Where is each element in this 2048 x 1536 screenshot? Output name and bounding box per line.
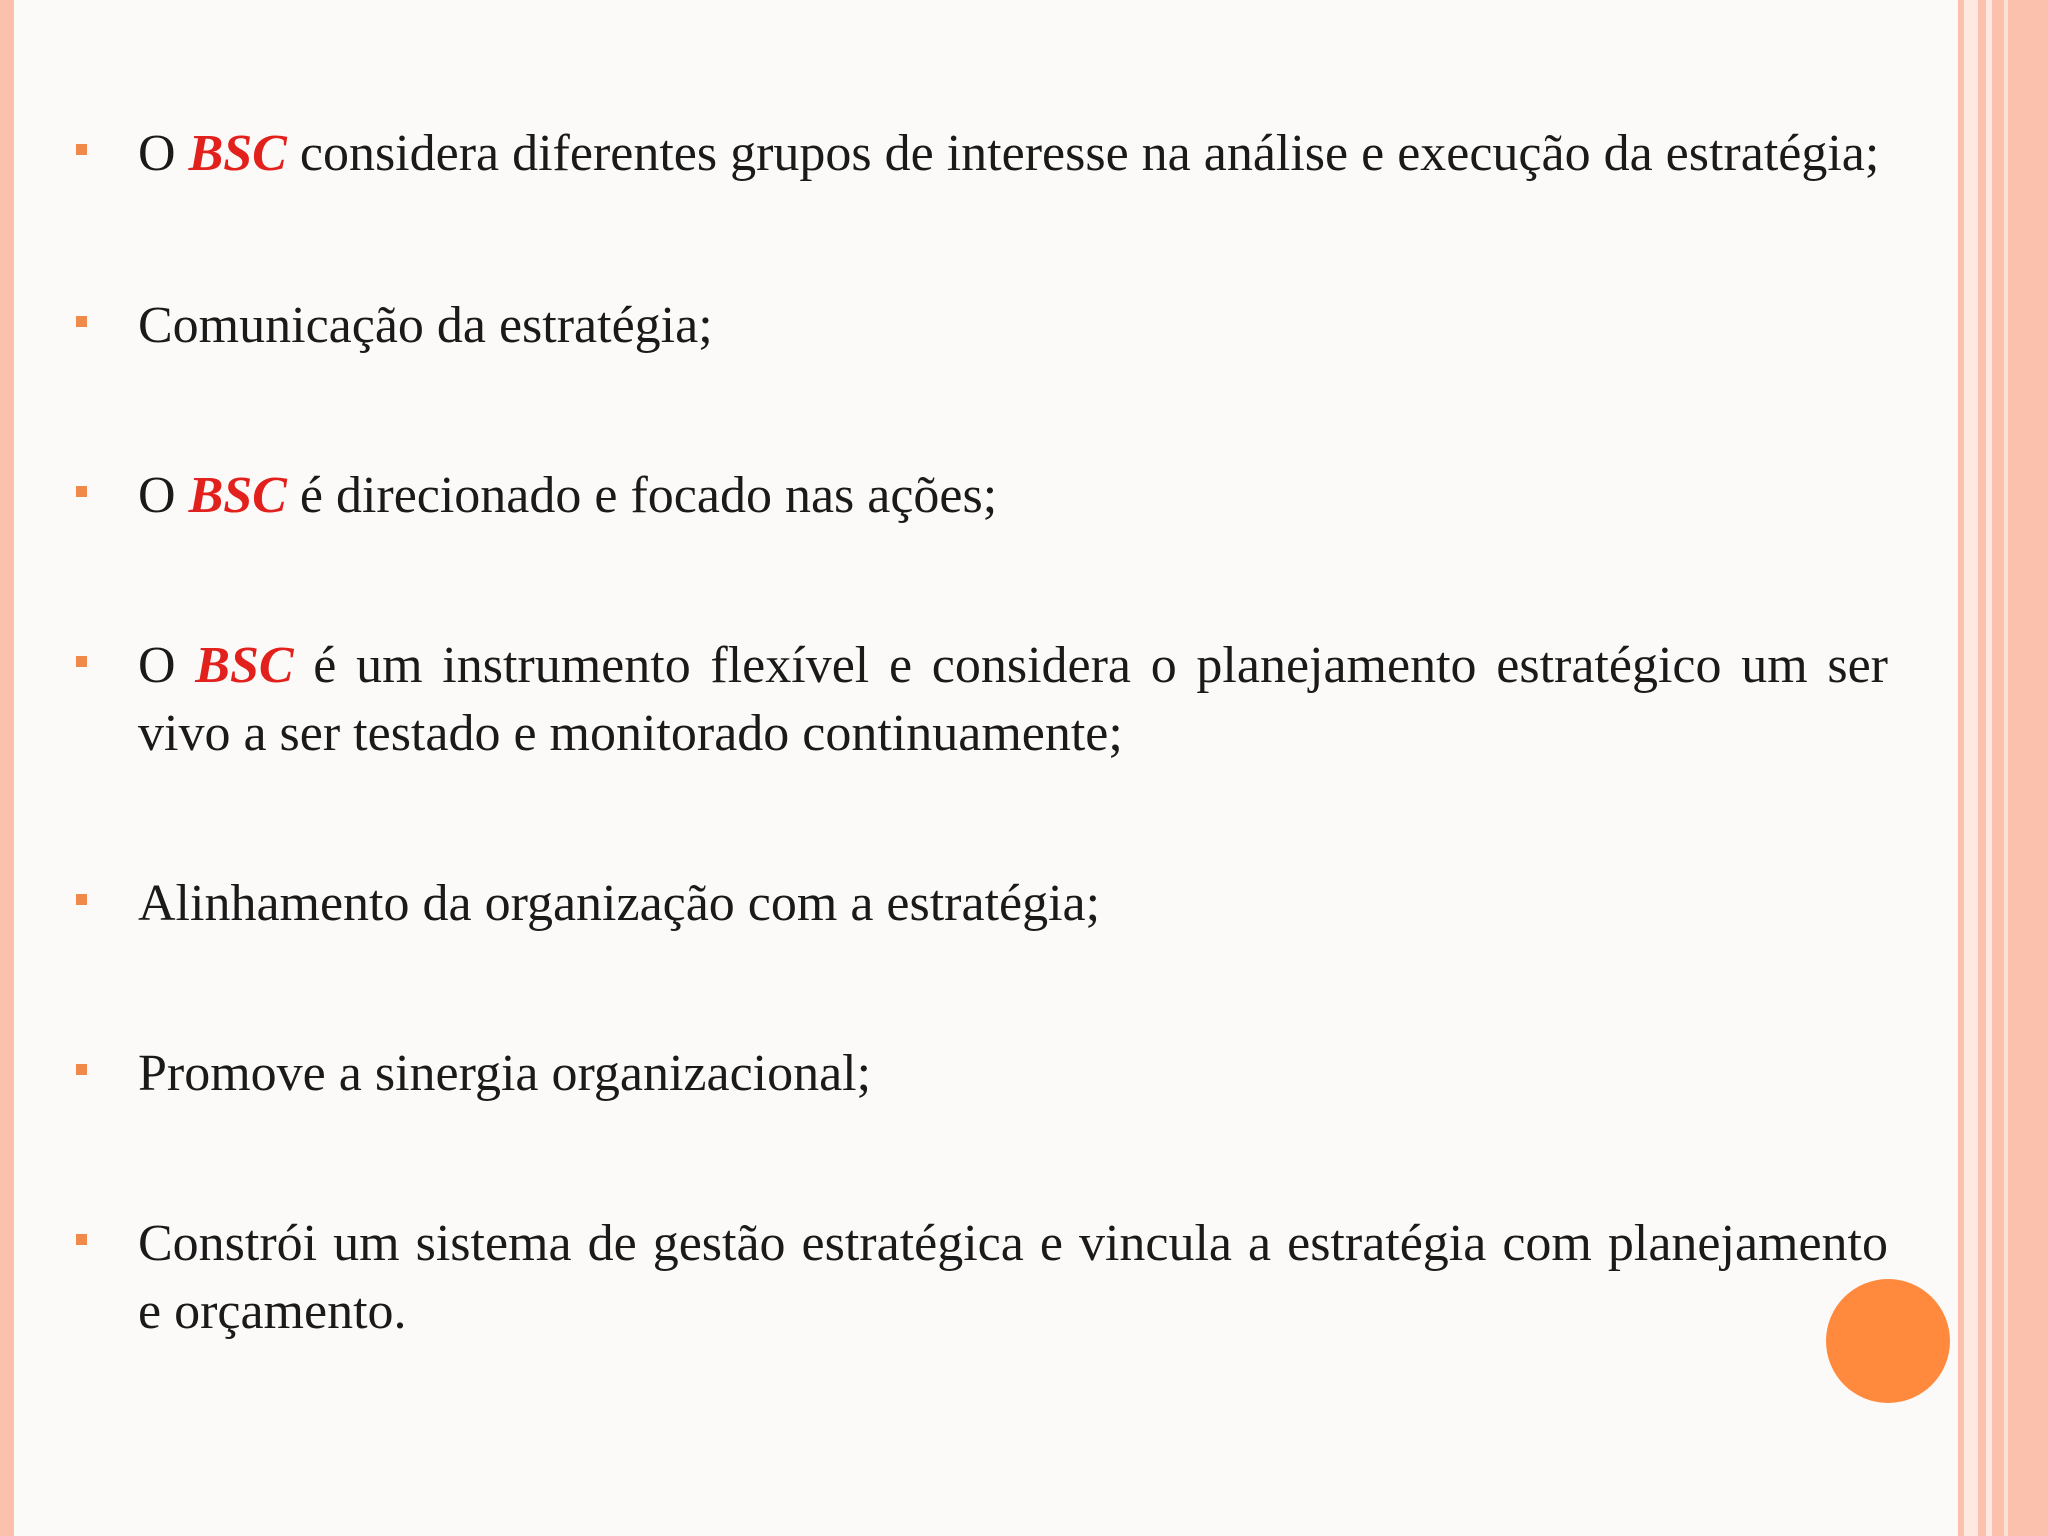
list-item xyxy=(76,870,1888,938)
bsc-highlight: BSC xyxy=(188,467,287,524)
item-prefix: O xyxy=(138,637,196,694)
item-text: Comunicação da estratégia; xyxy=(138,297,713,354)
item-text: Alinhamento da organização com a estratégia; xyxy=(138,875,1101,932)
list-item xyxy=(76,1210,1888,1346)
square-bullet-icon xyxy=(76,144,87,155)
list-item xyxy=(76,120,1888,188)
item-text: é direcionado e focado nas ações; xyxy=(286,467,998,524)
orange-circle-decoration xyxy=(1826,1279,1950,1403)
item-text: Constrói um sistema de gestão estratégica e vincula a estratégia com planejamento e orçamento. xyxy=(138,1215,1888,1340)
item-text: Promove a sinergia organizacional; xyxy=(138,1045,872,1102)
list-item xyxy=(76,1040,1888,1108)
bsc-highlight: BSC xyxy=(188,125,287,182)
square-bullet-icon xyxy=(76,316,87,327)
list-item xyxy=(76,462,1888,530)
square-bullet-icon xyxy=(76,486,87,497)
square-bullet-icon xyxy=(76,1234,87,1245)
square-bullet-icon xyxy=(76,894,87,905)
square-bullet-icon xyxy=(76,656,87,667)
right-border-edge xyxy=(1992,0,2048,1536)
square-bullet-icon xyxy=(76,1064,87,1075)
list-item xyxy=(76,632,1888,768)
item-text: é um instrumento flexível e considera o planejamento estratégico um ser vivo a ser testado e monitorado continuamente; xyxy=(138,637,1888,762)
list-item xyxy=(76,292,1888,360)
item-prefix: O xyxy=(138,467,189,524)
item-text: considera diferentes grupos de interesse na análise e execução da estratégia; xyxy=(286,125,1880,182)
bullet-list xyxy=(76,120,1888,1346)
right-border-line xyxy=(2004,0,2008,1536)
right-border-line xyxy=(1978,0,1986,1536)
left-border-bar xyxy=(0,0,14,1536)
bsc-highlight: BSC xyxy=(195,637,294,694)
item-prefix: O xyxy=(138,125,189,182)
right-border-gap xyxy=(1964,0,1978,1536)
